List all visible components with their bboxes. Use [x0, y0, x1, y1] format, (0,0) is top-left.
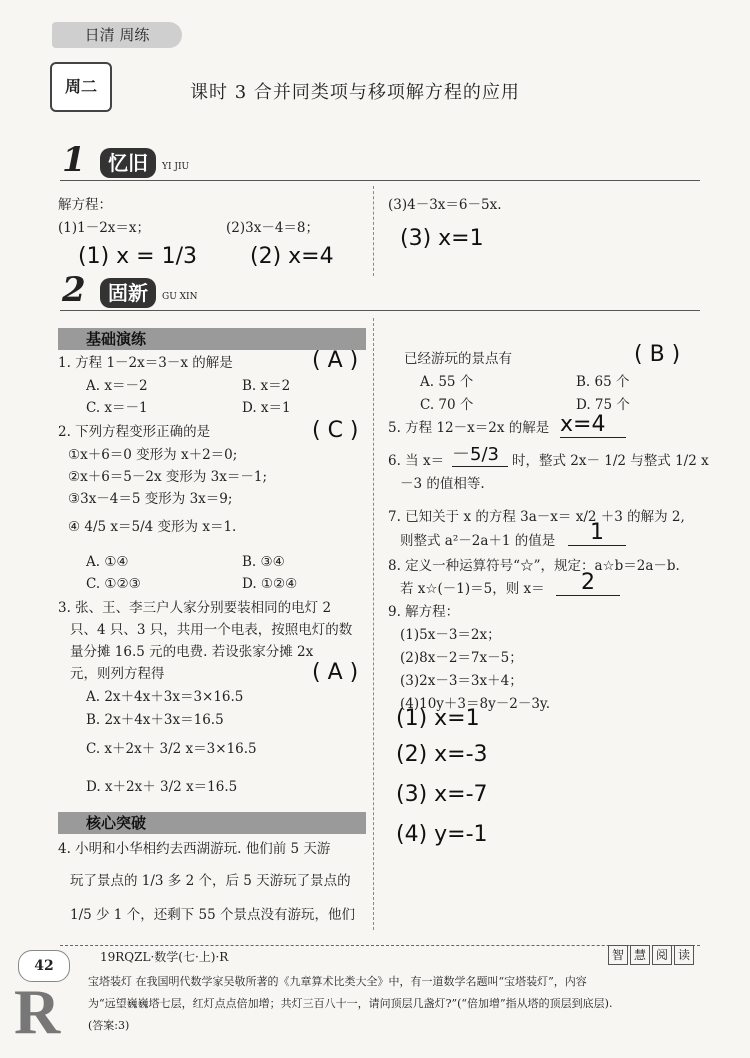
q9-eq-3: (3)2x－3＝3x＋4； [400, 673, 523, 689]
q3-answer: ( A ) [312, 660, 359, 685]
footer-rule [60, 945, 700, 946]
q3-line-4: 元，则列方程得 [70, 666, 165, 682]
q4-line-1: 4. 小明和小华相约去西湖游玩. 他们前 5 天游 [58, 841, 331, 857]
q2-text: 2. 下列方程变形正确的是 [58, 424, 211, 440]
q1-answer: ( A ) [312, 348, 359, 373]
header-tab: 日清 周练 [52, 22, 182, 48]
lesson-title: 课时 3 合并同类项与移项解方程的应用 [190, 82, 520, 103]
q3-option-a: A. 2x＋4x＋3x＝3×16.5 [86, 689, 244, 705]
q8-line-1: 8. 定义一种运算符号“☆”，规定：a☆b＝2a－b. [388, 558, 680, 574]
q6-line-1b: 时，整式 2x－ 1/2 与整式 1/2 x [512, 453, 709, 469]
q9-text: 9. 解方程： [388, 604, 460, 620]
wisdom-char: 阅 [652, 945, 672, 965]
page-number: 42 [18, 950, 70, 982]
q9-answer-4: (4) y=-1 [396, 822, 488, 847]
q4-answer: ( B ) [634, 342, 681, 367]
section2-pinyin: GU XIN [162, 292, 198, 302]
q1-option-c: C. x＝－1 [86, 400, 148, 416]
bar-basic-practice: 基础演练 [58, 328, 366, 350]
q4-option-d: D. 75 个 [576, 397, 630, 413]
q5-answer: x=4 [560, 412, 626, 438]
bar-core-breakthrough: 核心突破 [58, 812, 366, 834]
q9-answer-2: (2) x=-3 [396, 742, 488, 767]
wisdom-char: 慧 [630, 945, 650, 965]
q2-option-a: A. ①④ [86, 554, 129, 570]
week-badge: 周二 [50, 62, 112, 112]
book-code: 19RQZL·数学(七·上)·R [100, 950, 229, 964]
footer-story-line-2: 为“远望巍巍塔七层，红灯点点倍加增；共灯三百八十一，请问顶层几盏灯?”(“倍加增”指从塔的顶层到底层). [88, 997, 613, 1010]
column-divider-top [373, 186, 374, 276]
q6-line-1a: 6. 当 x＝ [388, 453, 445, 469]
s1-answer-3: (3) x=1 [400, 226, 484, 251]
footer-story-line-1: 宝塔装灯 在我国明代数学家吴敬所著的《九章算术比类大全》中，有一道数学名题叫“宝塔装灯”，内容 [88, 975, 587, 988]
section1-number: 1 [62, 140, 86, 180]
q4-line-2: 玩了景点的 1/3 多 2 个，后 5 天游玩了景点的 [70, 873, 351, 889]
q9-eq-2: (2)8x－2＝7x－5； [400, 650, 523, 666]
q7-line-1: 7. 已知关于 x 的方程 3a－x＝ x/2 ＋3 的解为 2, [388, 509, 685, 525]
edition-letter: R [14, 976, 61, 1047]
q9-answer-3: (3) x=-7 [396, 782, 488, 807]
q3-option-c: C. x＋2x＋ 3/2 x＝3×16.5 [86, 741, 257, 757]
s1-q3: (3)4－3x＝6－5x. [388, 197, 502, 213]
s1-q1: (1)1－2x＝x； [58, 220, 151, 236]
q9-eq-1: (1)5x－3＝2x； [400, 627, 501, 643]
q4-option-c: C. 70 个 [420, 397, 474, 413]
q9-answer-1: (1) x=1 [396, 706, 480, 731]
s1-answer-2: (2) x=4 [250, 244, 334, 269]
section2-title: 固新 [100, 278, 156, 308]
q2-line-4: ④ 4/5 x＝5/4 变形为 x＝1. [68, 519, 237, 535]
q3-option-b: B. 2x＋4x＋3x＝16.5 [86, 712, 224, 728]
q9-eq-4: (4)10y＋3＝8y－2－3y. [400, 696, 551, 712]
q3-option-d: D. x＋2x＋ 3/2 x＝16.5 [86, 779, 238, 795]
wisdom-char: 智 [608, 945, 628, 965]
q3-line-2: 只、4 只、3 只，共用一个电表，按照电灯的数 [70, 622, 353, 638]
s1-q2: (2)3x－4＝8； [226, 220, 320, 236]
q2-option-c: C. ①②③ [86, 576, 141, 592]
q3-line-1: 3. 张、王、李三户人家分别要装相同的电灯 2 [58, 600, 332, 616]
q8-answer: 2 [556, 570, 620, 596]
section1-pinyin: YI JIU [162, 162, 190, 172]
q8-line-2: 若 x☆(－1)＝5，则 x＝ [400, 581, 545, 597]
section1-rule [60, 180, 700, 181]
s1-intro: 解方程： [58, 197, 112, 213]
q2-line-3: ③3x－4＝5 变形为 3x＝9; [68, 491, 233, 507]
q2-option-b: B. ③④ [242, 554, 285, 570]
q6-answer: －5/3 [452, 440, 508, 467]
q5-text: 5. 方程 12－x＝2x 的解是 [388, 420, 550, 436]
q2-line-1: ①x＋6＝0 变形为 x＋2＝0; [68, 447, 238, 463]
q2-option-d: D. ①②④ [242, 576, 298, 592]
q3-line-3: 量分摊 16.5 元的电费. 若设张家分摊 2x [70, 644, 314, 660]
q4-option-b: B. 65 个 [576, 374, 630, 390]
q1-option-a: A. x＝－2 [86, 378, 148, 394]
q4-line-3: 1/5 少 1 个，还剩下 55 个景点没有游玩，他们 [70, 907, 355, 923]
q6-line-2: －3 的值相等. [400, 476, 485, 492]
section1-title: 忆旧 [100, 148, 156, 178]
s1-answer-1: (1) x = 1/3 [78, 244, 198, 269]
column-divider [373, 318, 374, 930]
q4-option-a: A. 55 个 [420, 374, 474, 390]
q7-line-2: 则整式 a²－2a＋1 的值是 [400, 533, 556, 549]
footer-answer: (答案:3) [88, 1019, 130, 1032]
q7-answer: 1 [568, 520, 626, 546]
q1-option-b: B. x＝2 [242, 378, 291, 394]
section2-number: 2 [62, 270, 86, 310]
q1-option-d: D. x＝1 [242, 400, 291, 416]
q1-text: 1. 方程 1－2x＝3－x 的解是 [58, 355, 233, 371]
section2-rule [60, 310, 700, 311]
q2-answer: ( C ) [312, 418, 359, 443]
q4-continued: 已经游玩的景点有 [404, 351, 512, 367]
q2-line-2: ②x＋6＝5－2x 变形为 3x＝－1; [68, 469, 268, 485]
wisdom-char: 读 [674, 945, 694, 965]
wisdom-reading-label [608, 944, 696, 965]
